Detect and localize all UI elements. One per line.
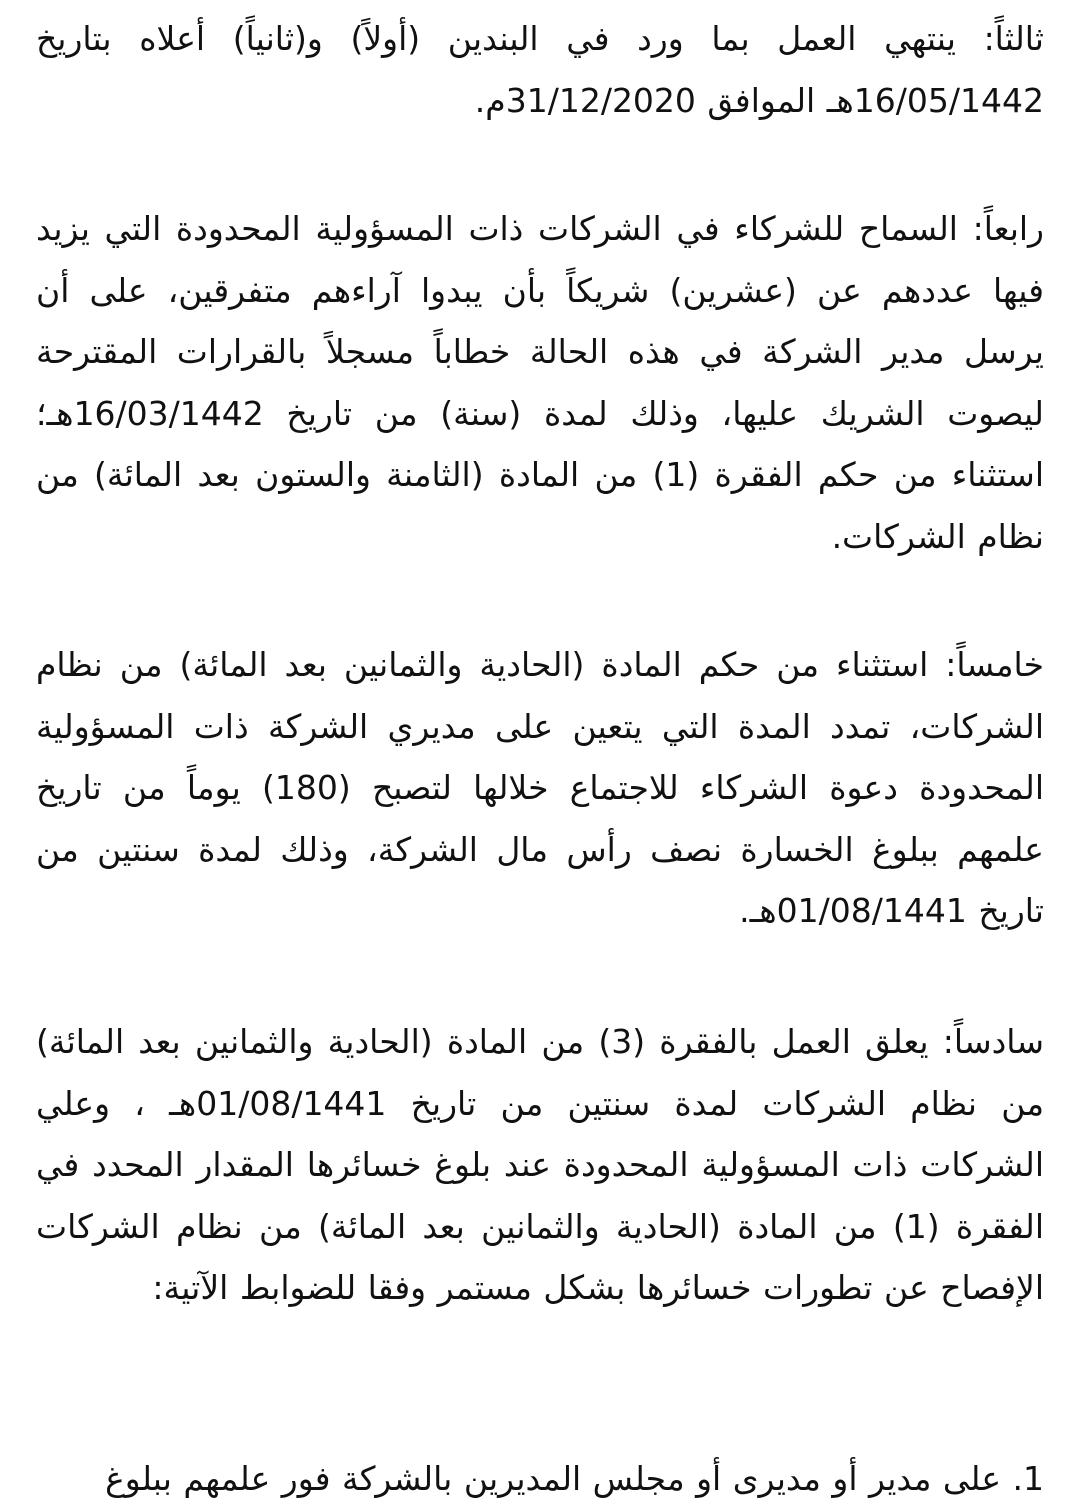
paragraph-sixth: سادساً: يعلق العمل بالفقرة (3) من المادة (الحادية والثمانين بعد المائة) من نظام الشركات لمدة سنتين من تاريخ 01/08/1441هـ ، وعلي الشركات ذات المسؤولية المحدودة عند بلوغ خسائرها المقدار المحدد في الفقرة (1) من المادة (الحادية والثمانين بعد المائة) من نظام الشركات الإفصاح عن تطورات خسائرها بشكل مستمر وفقا للضوابط الآتية:	[36, 1022, 1045, 1307]
list-item-1: 1. على مدير أو مديرى أو مجلس المديرين بالشركة فور علمهم ببلوغ	[105, 1459, 1044, 1498]
paragraph-third: ثالثاً: ينتهي العمل بما ورد في البندين (أولاً) و(ثانياً) أعلاه بتاريخ 16/05/1442هـ الموافق 31/12/2020م.	[36, 19, 1044, 120]
paragraph-fifth: خامساً: استثناء من حكم المادة (الحادية والثمانين بعد المائة) من نظام الشركات، تمدد المدة التي يتعين على مديري الشركة ذات المسؤولية المحدودة دعوة الشركاء للاجتماع خلالها لتصبح (180) يوماً من تاريخ علمهم ببلوغ الخسارة نصف رأس مال الشركة، وذلك لمدة سنتين من تاريخ 01/08/1441هـ.	[36, 645, 1044, 930]
paragraph-fourth: رابعاً: السماح للشركاء في الشركات ذات المسؤولية المحدودة التي يزيد فيها عددهم عن (عشرين) شريكاً بأن يبدوا آراءهم متفرقين، على أن يرسل مدير الشركة في هذه الحالة خطاباً مسجلاً بالقرارات المقترحة ليصوت الشريك عليها، وذلك لمدة (سنة) من تاريخ 16/03/1442هـ؛ استثناء من حكم الفقرة (1) من المادة (الثامنة والستون بعد المائة) من نظام الشركات.	[36, 209, 1045, 556]
